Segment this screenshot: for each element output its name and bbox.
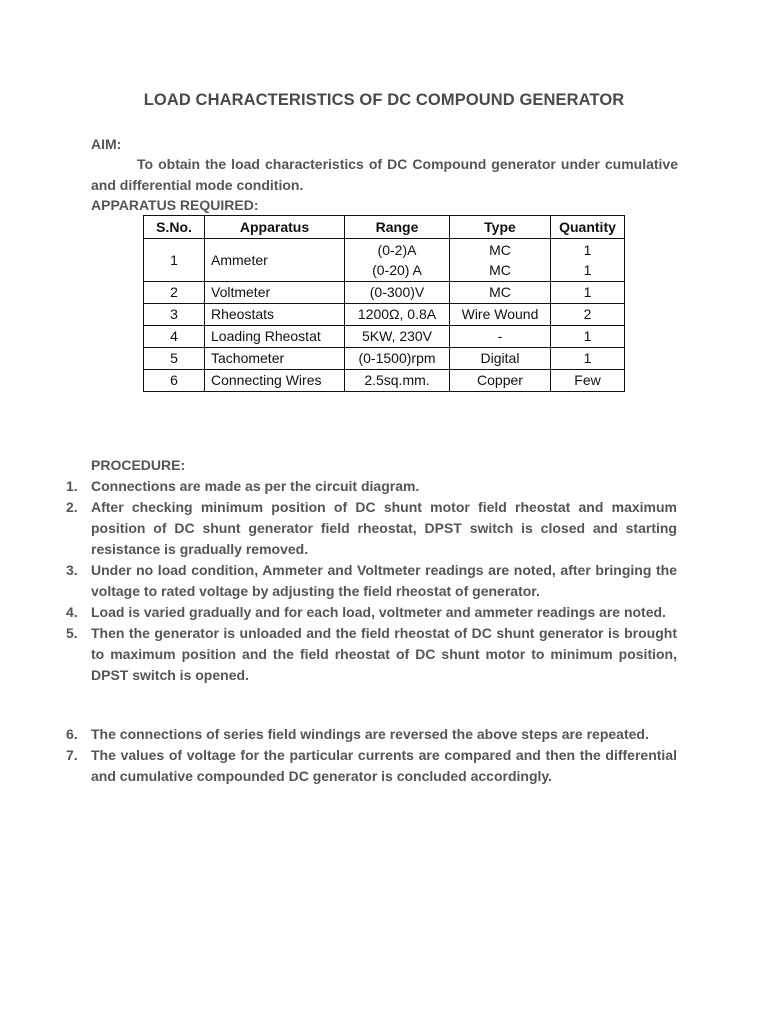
step-text: Then the generator is unloaded and the field rheostat of DC shunt generator is brought to maximum position and the field rheostat of DC shunt motor to minimum position, DPST switch is opened. [91, 625, 677, 683]
cell-quantity: 1 [551, 326, 625, 348]
cell-type: MC [450, 282, 551, 304]
column-header-sno: S.No. [144, 216, 205, 239]
cell-range: 5KW, 230V [345, 326, 450, 348]
procedure-steps-continued [66, 724, 677, 787]
step-number: 6. [66, 726, 78, 742]
cell-apparatus: Loading Rheostat [205, 326, 345, 348]
list-item [66, 623, 677, 686]
cell-apparatus: Voltmeter [205, 282, 345, 304]
cell-quantity-line: 1 [583, 262, 592, 278]
step-number: 2. [66, 499, 78, 515]
cell-type: Copper [450, 370, 551, 392]
cell-sno: 3 [144, 304, 205, 326]
cell-range: (0-300)V [345, 282, 450, 304]
step-number: 7. [66, 747, 78, 763]
cell-type-line: MC [489, 262, 511, 278]
column-header-apparatus: Apparatus [205, 216, 345, 239]
table-row [144, 348, 625, 370]
cell-type: Wire Wound [450, 304, 551, 326]
cell-quantity: 2 [551, 304, 625, 326]
table-row [144, 282, 625, 304]
step-text: Connections are made as per the circuit diagram. [91, 478, 420, 494]
cell-range [345, 239, 450, 282]
cell-quantity [551, 239, 625, 282]
procedure-steps [66, 476, 677, 686]
table-header-row [144, 216, 625, 239]
cell-range-line: (0-2)A [377, 242, 417, 258]
table-row [144, 239, 625, 282]
step-text: Load is varied gradually and for each load, voltmeter and ammeter readings are noted. [91, 604, 666, 620]
list-item [66, 497, 677, 560]
cell-quantity: Few [551, 370, 625, 392]
step-text: After checking minimum position of DC shunt motor field rheostat and maximum position of DC shunt generator field rheostat, DPST switch is closed and starting resistance is gradually removed. [91, 499, 677, 557]
step-number: 4. [66, 604, 78, 620]
page-title: LOAD CHARACTERISTICS OF DC COMPOUND GENERATOR [143, 91, 625, 109]
column-header-type: Type [450, 216, 551, 239]
cell-type-line: MC [489, 242, 511, 258]
cell-apparatus: Rheostats [205, 304, 345, 326]
list-item [66, 724, 677, 745]
cell-type: Digital [450, 348, 551, 370]
list-item [66, 745, 677, 787]
aim-heading: AIM: [91, 136, 122, 152]
table-row [144, 326, 625, 348]
cell-sno: 1 [144, 239, 205, 282]
step-number: 5. [66, 625, 78, 641]
cell-type: - [450, 326, 551, 348]
cell-sno: 5 [144, 348, 205, 370]
list-item [66, 602, 677, 623]
step-text: The values of voltage for the particular currents are compared and then the differential and cumulative compounded DC generator is concluded accordingly. [91, 747, 677, 784]
cell-sno: 2 [144, 282, 205, 304]
step-text: Under no load condition, Ammeter and Voltmeter readings are noted, after bringing the voltage to rated voltage by adjusting the field rheostat of generator. [91, 562, 677, 599]
aim-text [91, 154, 678, 196]
step-number: 1. [66, 478, 78, 494]
cell-apparatus: Tachometer [205, 348, 345, 370]
cell-range-line: (0-20) A [372, 262, 422, 278]
cell-apparatus: Ammeter [205, 239, 345, 282]
procedure-heading: PROCEDURE: [91, 457, 186, 473]
table-row [144, 304, 625, 326]
apparatus-heading: APPARATUS REQUIRED: [91, 197, 259, 213]
aim-text-body: To obtain the load characteristics of DC Compound generator under cumulative and differential mode condition. [91, 156, 678, 193]
list-item [66, 476, 677, 497]
table-row [144, 370, 625, 392]
cell-apparatus: Connecting Wires [205, 370, 345, 392]
step-number: 3. [66, 562, 78, 578]
column-header-quantity: Quantity [551, 216, 625, 239]
cell-range: 1200Ω, 0.8A [345, 304, 450, 326]
cell-sno: 6 [144, 370, 205, 392]
step-text: The connections of series field windings are reversed the above steps are repeated. [91, 726, 649, 742]
cell-quantity: 1 [551, 282, 625, 304]
column-header-range: Range [345, 216, 450, 239]
cell-quantity-line: 1 [583, 242, 592, 258]
cell-quantity: 1 [551, 348, 625, 370]
cell-range: 2.5sq.mm. [345, 370, 450, 392]
apparatus-table [143, 215, 625, 392]
cell-range: (0-1500)rpm [345, 348, 450, 370]
cell-type [450, 239, 551, 282]
list-item [66, 560, 677, 602]
cell-sno: 4 [144, 326, 205, 348]
